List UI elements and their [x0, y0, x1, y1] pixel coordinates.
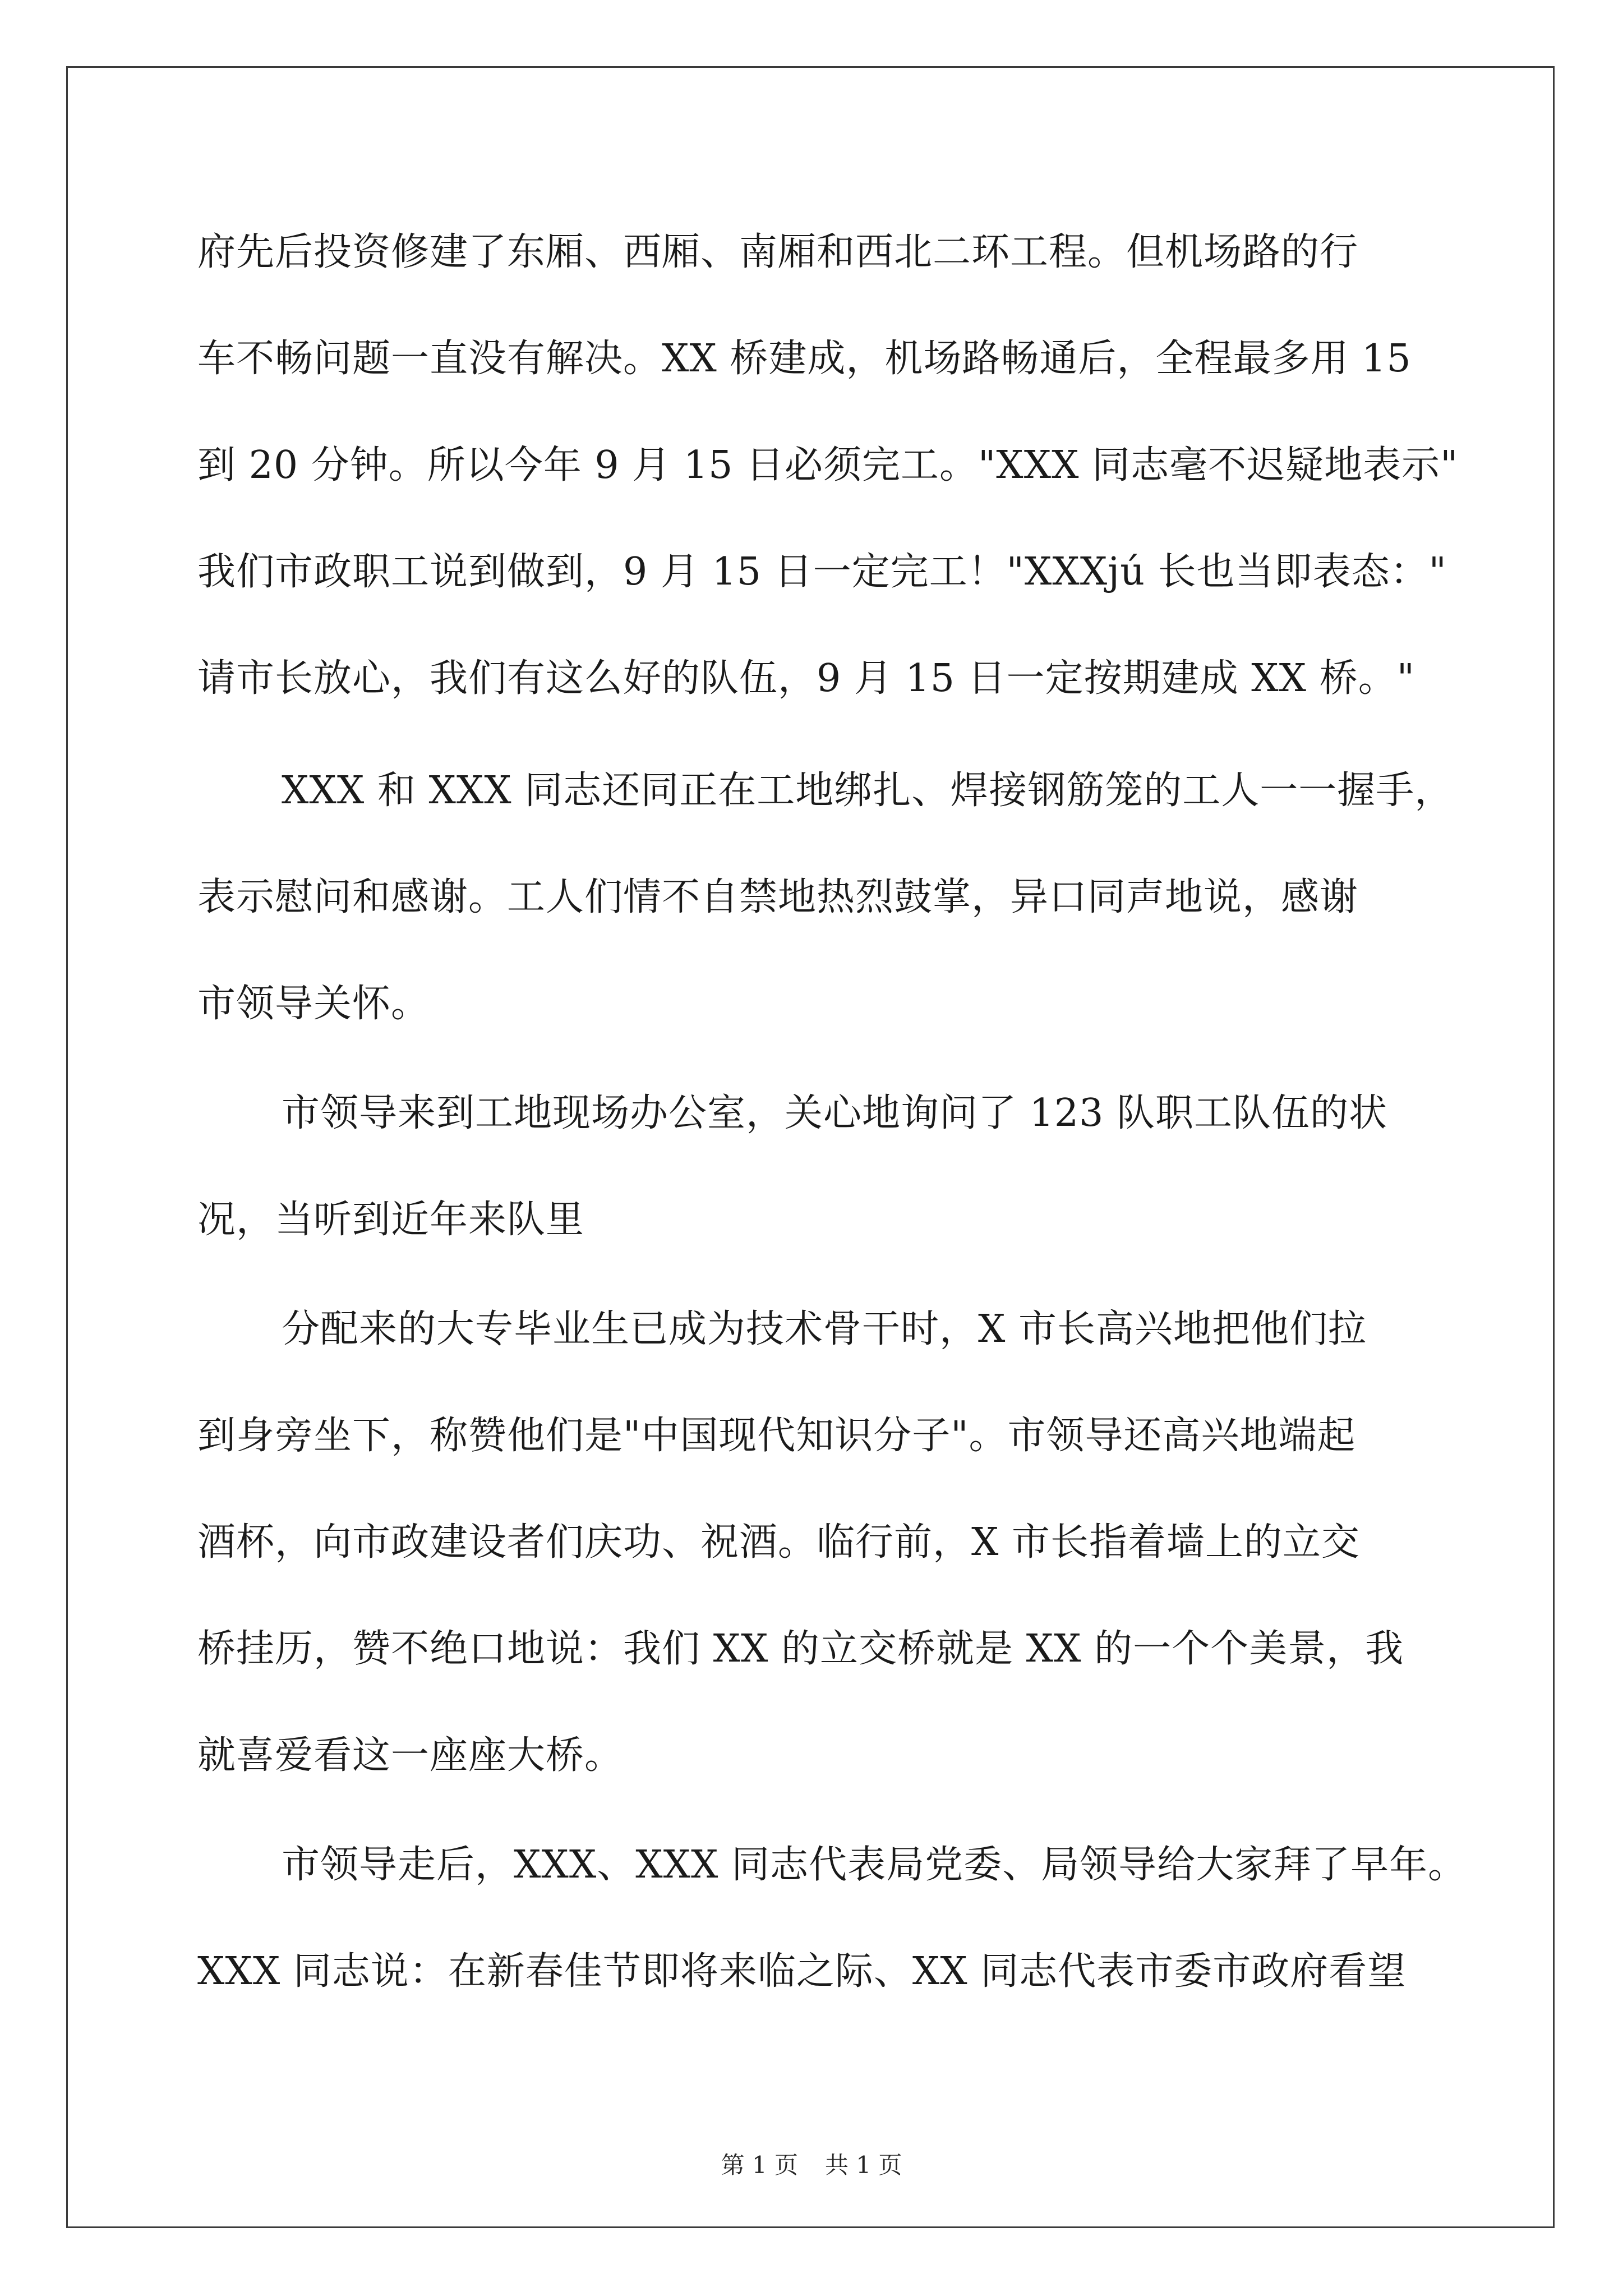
text-line: 酒杯，向市政建设者们庆功、祝酒。临行前，X 市长指着墙上的立交	[197, 1520, 1361, 1565]
text-line: 我们市政职工说到做到，9 月 15 日一定完工！"XXXjú 长也当即表态："	[197, 550, 1447, 594]
text-line: 请市长放心，我们有这么好的队伍，9 月 15 日一定按期建成 XX 桥。"	[197, 656, 1415, 701]
page-number-total: 共 1 页	[825, 2151, 902, 2179]
page-number-current: 第 1 页	[721, 2151, 798, 2179]
text-line: 桥挂历，赞不绝口地说：我们 XX 的立交桥就是 XX 的一个个美景，我	[197, 1627, 1404, 1671]
text-line: 分配来的大专毕业生已成为技术骨干时，X 市长高兴地把他们拉	[282, 1307, 1367, 1351]
text-line: 况，当听到近年来队里	[197, 1198, 585, 1242]
text-line: 市领导走后，XXX、XXX 同志代表局党委、局领导给大家拜了早年。	[282, 1843, 1467, 1887]
text-line: 表示慰问和感谢。工人们情不自禁地热烈鼓掌，异口同声地说，感谢	[197, 875, 1359, 919]
text-line: 市领导关怀。	[197, 982, 430, 1026]
text-line: XXX 同志说：在新春佳节即将来临之际、XX 同志代表市委市政府看望	[197, 1949, 1407, 1994]
text-line: 车不畅问题一直没有解决。XX 桥建成，机场路畅通后，全程最多用 15	[197, 337, 1412, 381]
text-line: 到身旁坐下，称赞他们是"中国现代知识分子"。市领导还高兴地端起	[197, 1414, 1356, 1458]
text-line: 市领导来到工地现场办公室，关心地询问了 123 队职工队伍的状	[282, 1091, 1388, 1135]
text-line: XXX 和 XXX 同志还同正在工地绑扎、焊接钢筋笼的工人一一握手，	[282, 769, 1454, 813]
text-line: 府先后投资修建了东厢、西厢、南厢和西北二环工程。但机场路的行	[197, 230, 1359, 274]
page-footer	[0, 2148, 1623, 2182]
text-line: 到 20 分钟。所以今年 9 月 15 日必须完工。"XXX 同志毫不迟疑地表示"	[197, 443, 1459, 487]
text-line: 就喜爱看这一座座大桥。	[197, 1733, 624, 1778]
